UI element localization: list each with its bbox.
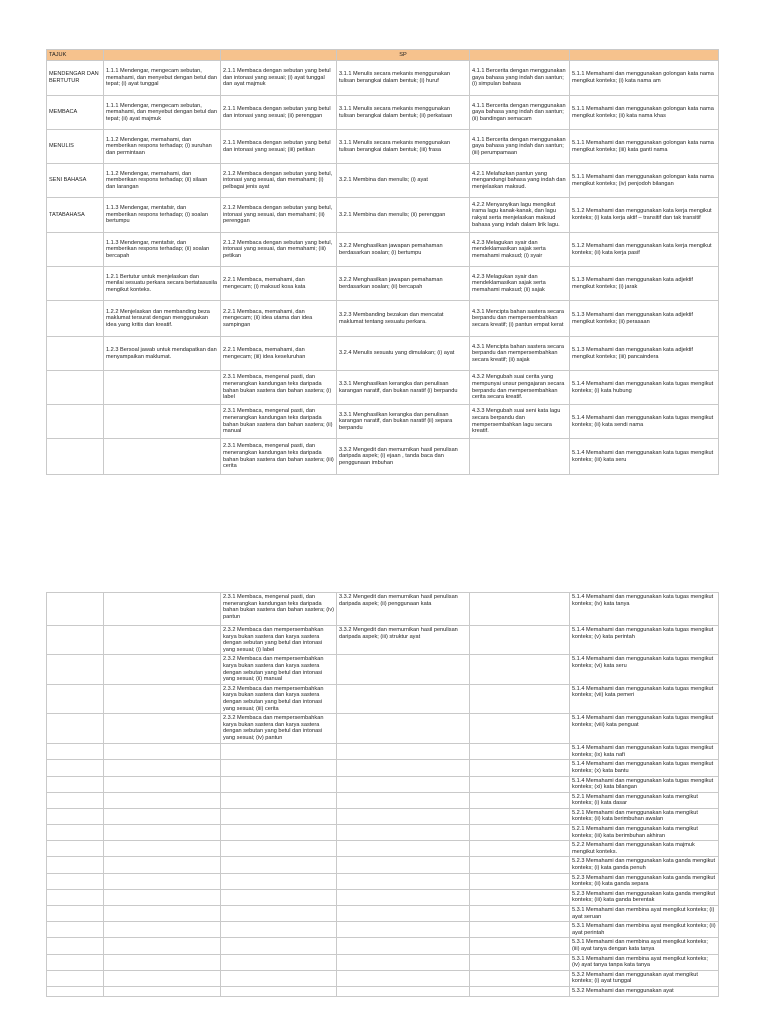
tajuk-cell <box>47 655 104 684</box>
sp5-cell: 5.1.4 Memahami dan menggunakan kata tugas mengikut konteks; (iv) kata tanya <box>570 593 719 626</box>
sp3-cell <box>337 655 470 684</box>
sp1-cell: 1.1.1 Mendengar, mengecam sebutan, memahami, dan menyebut dengan betul dan tepat; (ii) ayat majmuk <box>104 96 221 130</box>
sp5-cell: 5.1.4 Memahami dan menggunakan kata tugas mengikut konteks; (vii) kata pemeri <box>570 684 719 713</box>
sp2-cell <box>221 889 337 905</box>
tajuk-cell <box>47 439 104 475</box>
table-row <box>47 792 719 808</box>
tajuk-cell <box>47 938 104 954</box>
tajuk-cell <box>47 954 104 970</box>
table-row <box>47 954 719 970</box>
sp5-cell: 5.2.3 Memahami dan menggunakan kata ganda mengikut konteks; (i) kata ganda penuh <box>570 857 719 873</box>
sp1-cell <box>104 841 221 857</box>
sp5-cell: 5.3.1 Memahami dan membina ayat mengikut konteks; (iv) ayat tanya tanpa kata tanya <box>570 954 719 970</box>
sp2-cell: 2.3.2 Membaca dan mempersembahkan karya bukan sastera dan karya sastera dengan sebutan yang betul dan intonasi yang sesuai; (iii) cerita <box>221 684 337 713</box>
sp4-cell <box>470 439 570 475</box>
sp2-cell: 2.3.2 Membaca dan mempersembahkan karya bukan sastera dan karya sastera dengan sebutan yang betul dan intonasi yang sesuai; (ii) manual <box>221 655 337 684</box>
sp4-cell: 4.1.1 Bercerita dengan menggunakan gaya bahasa yang indah dan santun; (ii) bandingan semacam <box>470 96 570 130</box>
sp2-cell: 2.3.2 Membaca dan mempersembahkan karya bukan sastera dan karya sastera dengan sebutan yang betul dan intonasi yang sesuai; (iv) pantun <box>221 714 337 744</box>
sp3-cell: 3.3.1 Menghasilkan kerangka dan penulisan karangan naratif, dan bukan naratif (ii) separa berpandu <box>337 405 470 439</box>
header-row <box>47 50 719 61</box>
sp3-cell <box>337 906 470 922</box>
sp1-cell <box>104 405 221 439</box>
tajuk-cell <box>47 233 104 267</box>
sp2-cell <box>221 776 337 792</box>
sp5-cell: 5.1.2 Memahami dan menggunakan kata kerja mengikut konteks; (ii) kata kerja pasif <box>570 233 719 267</box>
sp3-cell: 3.1.1 Menulis secara mekanis menggunakan tulisan berangkai dalam bentuk; (ii) perkataan <box>337 96 470 130</box>
sp5-cell: 5.1.4 Memahami dan menggunakan kata tugas mengikut konteks; (iii) kata seru <box>570 439 719 475</box>
sp5-cell: 5.1.3 Memahami dan menggunakan kata adjektif mengikut konteks; (iii) pancaindera <box>570 337 719 371</box>
tajuk-cell: MEMBACA <box>47 96 104 130</box>
tajuk-cell <box>47 841 104 857</box>
sp3-cell <box>337 922 470 938</box>
tajuk-cell <box>47 825 104 841</box>
sp2-cell: 2.1.1 Membaca dengan sebutan yang betul dan intonasi yang sesuai; (iii) petikan <box>221 130 337 164</box>
sp5-cell: 5.1.1 Memahami dan menggunakan golongan kata nama mengikut konteks; (i) kata nama am <box>570 61 719 96</box>
sp5-cell: 5.2.3 Memahami dan menggunakan kata ganda mengikut konteks; (ii) kata ganda separa <box>570 873 719 889</box>
sp1-cell <box>104 922 221 938</box>
table-row <box>47 744 719 760</box>
sp5-cell: 5.1.4 Memahami dan menggunakan kata tugas mengikut konteks; (x) kata bantu <box>570 760 719 776</box>
sp2-cell: 2.3.2 Membaca dan mempersembahkan karya bukan sastera dan karya sastera dengan sebutan yang betul dan intonasi yang sesuai; (i) label <box>221 626 337 655</box>
table-row <box>47 405 719 439</box>
sp5-cell: 5.1.4 Memahami dan menggunakan kata tugas mengikut konteks; (xi) kata bilangan <box>570 776 719 792</box>
tajuk-cell <box>47 776 104 792</box>
header-empty <box>570 50 719 61</box>
table-row <box>47 873 719 889</box>
header-empty <box>104 50 221 61</box>
tajuk-cell <box>47 744 104 760</box>
table-row <box>47 825 719 841</box>
sp4-cell <box>470 760 570 776</box>
tajuk-cell <box>47 760 104 776</box>
sp3-cell <box>337 808 470 824</box>
sp3-cell <box>337 776 470 792</box>
sp1-cell <box>104 626 221 655</box>
sp1-cell <box>104 906 221 922</box>
table-row <box>47 233 719 267</box>
sp5-cell: 5.3.1 Memahami dan membina ayat mengikut konteks; (iii) ayat tanya dengan kata tanya <box>570 938 719 954</box>
sp5-cell: 5.2.1 Memahami dan menggunakan kata mengikut konteks; (iii) kata berimbuhan akhiran <box>570 825 719 841</box>
table-row <box>47 267 719 301</box>
sp3-cell <box>337 889 470 905</box>
table-body-2 <box>47 593 719 997</box>
sp1-cell <box>104 857 221 873</box>
tajuk-cell <box>47 970 104 986</box>
tajuk-cell <box>47 873 104 889</box>
sp4-cell <box>470 684 570 713</box>
sp1-cell: 1.1.3 Mendengar, mentafsir, dan memberikan respons terhadap; (ii) soalan bercapah <box>104 233 221 267</box>
sp1-cell <box>104 776 221 792</box>
table-row <box>47 760 719 776</box>
tajuk-cell <box>47 371 104 405</box>
tajuk-cell <box>47 857 104 873</box>
sp5-cell: 5.1.4 Memahami dan menggunakan kata tugas mengikut konteks; (v) kata perintah <box>570 626 719 655</box>
sp1-cell <box>104 825 221 841</box>
sp5-cell: 5.3.2 Memahami dan menggunakan ayat <box>570 986 719 996</box>
sp4-cell <box>470 954 570 970</box>
sp5-cell: 5.3.1 Memahami dan membina ayat mengikut konteks; (i) ayat seruan <box>570 906 719 922</box>
sp1-cell: 1.1.3 Mendengar, mentafsir, dan memberikan respons terhadap; (i) soalan bertumpu <box>104 198 221 233</box>
sp3-cell: 3.2.3 Membanding bezakan dan mencatat maklumat tentang sesuatu perkara. <box>337 301 470 337</box>
tajuk-cell <box>47 922 104 938</box>
sp3-cell: 3.3.2 Mengedit dan memurnikan hasil penulisan daripada aspek; (i) ejaan , tanda baca dan penggunaan imbuhan <box>337 439 470 475</box>
sp4-cell <box>470 841 570 857</box>
tajuk-cell <box>47 593 104 626</box>
sp4-cell <box>470 792 570 808</box>
sp3-cell <box>337 970 470 986</box>
table-row <box>47 371 719 405</box>
table-row <box>47 841 719 857</box>
sp3-cell: 3.1.1 Menulis secara mekanis menggunakan tulisan berangkai dalam bentuk; (i) huruf <box>337 61 470 96</box>
sp2-cell <box>221 841 337 857</box>
sp4-cell: 4.3.1 Mencipta bahan sastera secara berpandu dan mempersembahkan secara kreatif; (ii) sajak <box>470 337 570 371</box>
sp3-cell <box>337 986 470 996</box>
sp5-cell: 5.1.4 Memahami dan menggunakan kata tugas mengikut konteks; (viii) kata penguat <box>570 714 719 744</box>
table-row <box>47 198 719 233</box>
sp2-cell <box>221 906 337 922</box>
header-tajuk: TAJUK <box>47 50 104 61</box>
sp4-cell <box>470 922 570 938</box>
sp4-cell: 4.3.3 Mengubah suai seni kata lagu secara berpandu dan mempersembahkan lagu secara kreatif. <box>470 405 570 439</box>
sp1-cell <box>104 954 221 970</box>
sp2-cell <box>221 922 337 938</box>
tajuk-cell <box>47 684 104 713</box>
tajuk-cell <box>47 405 104 439</box>
sp5-cell: 5.2.1 Memahami dan menggunakan kata mengikut konteks; (i) kata dasar <box>570 792 719 808</box>
sp5-cell: 5.2.3 Memahami dan menggunakan kata ganda mengikut konteks; (iii) kata ganda berentak <box>570 889 719 905</box>
sp4-cell: 4.2.2 Menyanyikan lagu mengikut irama lagu kanak-kanak, dan lagu rakyat serta menjelaskan maksud bahasa yang indah dalam lirik lagu. <box>470 198 570 233</box>
sp3-cell: 3.2.2 Menghasilkan jawapan pemahaman berdasarkan soalan; (ii) bercapah <box>337 267 470 301</box>
table-row <box>47 970 719 986</box>
tajuk-cell <box>47 267 104 301</box>
sp5-cell: 5.3.2 Memahami dan menggunakan ayat mengikut konteks; (i) ayat tunggal <box>570 970 719 986</box>
sp1-cell <box>104 970 221 986</box>
sp3-cell: 3.3.2 Mengedit dan memurnikan hasil penulisan daripada aspek; (ii) penggunaan kata <box>337 593 470 626</box>
sp2-cell <box>221 970 337 986</box>
sp1-cell <box>104 371 221 405</box>
sp2-cell <box>221 792 337 808</box>
sp2-cell: 2.3.1 Membaca, mengenal pasti, dan menerangkan kandungan teks daripada bahan bukan sastera dan bahan sastera; (iv) pantun <box>221 593 337 626</box>
sp1-cell: 1.1.2 Mendengar, memahami, dan memberikan respons terhadap; (ii) silaan dan larangan <box>104 164 221 198</box>
sp5-cell: 5.1.4 Memahami dan menggunakan kata tugas mengikut konteks; (ii) kata sendi nama <box>570 405 719 439</box>
sp2-cell: 2.2.1 Membaca, memahami, dan mengecam; (ii) idea utama dan idea sampingan <box>221 301 337 337</box>
sp2-cell <box>221 808 337 824</box>
sp5-cell: 5.3.1 Memahami dan membina ayat mengikut konteks; (ii) ayat perintah <box>570 922 719 938</box>
sp3-cell <box>337 938 470 954</box>
table-row <box>47 626 719 655</box>
sp4-cell: 4.2.3 Melagukan syair dan mendeklamasikan sajak serta memahami maksud; (i) syair <box>470 233 570 267</box>
sp4-cell <box>470 714 570 744</box>
sp2-cell <box>221 760 337 776</box>
sp1-cell <box>104 593 221 626</box>
sp2-cell <box>221 857 337 873</box>
syllabus-table-1 <box>46 49 719 475</box>
tajuk-cell <box>47 986 104 996</box>
sp4-cell <box>470 906 570 922</box>
sp2-cell: 2.1.1 Membaca dengan sebutan yang betul dan intonasi yang sesuai; (i) ayat tunggal dan ayat majmuk <box>221 61 337 96</box>
sp1-cell <box>104 760 221 776</box>
sp4-cell: 4.3.1 Mencipta bahan sastera secara berpandu dan mempersembahkan secara kreatif; (i) pantun empat kerat <box>470 301 570 337</box>
sp4-cell <box>470 744 570 760</box>
page-2-table <box>46 592 718 997</box>
tajuk-cell <box>47 337 104 371</box>
sp2-cell <box>221 954 337 970</box>
sp5-cell: 5.1.1 Memahami dan menggunakan golongan kata nama mengikut konteks; (ii) kata nama khas <box>570 96 719 130</box>
sp5-cell: 5.1.3 Memahami dan menggunakan kata adjektif mengikut konteks; (ii) perasaan <box>570 301 719 337</box>
syllabus-table-2 <box>46 592 719 997</box>
sp4-cell <box>470 655 570 684</box>
sp2-cell <box>221 986 337 996</box>
sp5-cell: 5.1.3 Memahami dan menggunakan kata adjektif mengikut konteks; (i) jarak <box>570 267 719 301</box>
sp2-cell: 2.2.1 Membaca, memahami, dan mengecam; (i) maksud kosa kata <box>221 267 337 301</box>
table-row <box>47 439 719 475</box>
sp1-cell <box>104 986 221 996</box>
sp2-cell <box>221 744 337 760</box>
sp1-cell <box>104 684 221 713</box>
sp2-cell <box>221 938 337 954</box>
sp1-cell <box>104 655 221 684</box>
tajuk-cell: TATABAHASA <box>47 198 104 233</box>
sp2-cell: 2.3.1 Membaca, mengenal pasti, dan menerangkan kandungan teks daripada bahan bukan sastera dan bahan sastera; (iii) cerita <box>221 439 337 475</box>
table-row <box>47 164 719 198</box>
sp4-cell <box>470 776 570 792</box>
sp2-cell: 2.1.1 Membaca dengan sebutan yang betul dan intonasi yang sesuai; (ii) perenggan <box>221 96 337 130</box>
sp2-cell: 2.3.1 Membaca, mengenal pasti, dan menerangkan kandungan teks daripada bahan bukan sastera dan bahan sastera; (i) label <box>221 371 337 405</box>
sp2-cell <box>221 825 337 841</box>
sp3-cell <box>337 744 470 760</box>
sp3-cell <box>337 954 470 970</box>
sp2-cell: 2.1.2 Membaca dengan sebutan yang betul, intonasi yang sesuai, dan memahami; (iii) petikan <box>221 233 337 267</box>
sp5-cell: 5.2.1 Memahami dan menggunakan kata mengikut konteks; (ii) kata berimbuhan awalan <box>570 808 719 824</box>
table-row <box>47 593 719 626</box>
table-body-1 <box>47 61 719 475</box>
sp1-cell <box>104 714 221 744</box>
sp4-cell <box>470 857 570 873</box>
sp3-cell <box>337 714 470 744</box>
sp4-cell <box>470 873 570 889</box>
tajuk-cell <box>47 792 104 808</box>
sp1-cell: 1.1.1 Mendengar, mengecam sebutan, memahami, dan menyebut dengan betul dan tepat; (i) ayat tunggal <box>104 61 221 96</box>
sp4-cell: 4.1.1 Bercerita dengan menggunakan gaya bahasa yang indah dan santun; (i) simpulan bahasa <box>470 61 570 96</box>
sp1-cell <box>104 938 221 954</box>
table-row <box>47 714 719 744</box>
tajuk-cell <box>47 626 104 655</box>
tajuk-cell <box>47 906 104 922</box>
sp4-cell <box>470 825 570 841</box>
table-row <box>47 922 719 938</box>
tajuk-cell: MENDENGAR DAN BERTUTUR <box>47 61 104 96</box>
sp5-cell: 5.1.2 Memahami dan menggunakan kata kerja mengikut konteks; (i) kata kerja aktif – transitif dan tak transitif <box>570 198 719 233</box>
tajuk-cell <box>47 714 104 744</box>
table-row <box>47 96 719 130</box>
sp2-cell: 2.2.1 Membaca, memahami, dan mengecam; (iii) idea keseluruhan <box>221 337 337 371</box>
header-sp: SP <box>337 50 470 61</box>
header-empty <box>470 50 570 61</box>
sp3-cell: 3.2.2 Menghasilkan jawapan pemahaman berdasarkan soalan; (i) bertumpu <box>337 233 470 267</box>
sp5-cell: 5.2.2 Memahami dan menggunakan kata majmuk mengikut konteks. <box>570 841 719 857</box>
sp1-cell <box>104 808 221 824</box>
sp3-cell <box>337 825 470 841</box>
table-row <box>47 906 719 922</box>
sp2-cell <box>221 873 337 889</box>
tajuk-cell <box>47 301 104 337</box>
sp4-cell <box>470 970 570 986</box>
sp1-cell <box>104 889 221 905</box>
sp1-cell: 1.2.1 Bertutur untuk menjelaskan dan menilai sesuatu perkara secara bertatasusila mengikut konteks. <box>104 267 221 301</box>
sp4-cell <box>470 889 570 905</box>
tajuk-cell: SENI BAHASA <box>47 164 104 198</box>
sp3-cell <box>337 792 470 808</box>
sp3-cell: 3.3.2 Mengedit dan memurnikan hasil penulisan daripada aspek; (iii) struktur ayat <box>337 626 470 655</box>
sp1-cell: 1.2.2 Menjelaskan dan membanding beza maklumat tersurat dengan menggunakan idea yang kritis dan kreatif. <box>104 301 221 337</box>
table-row <box>47 986 719 996</box>
sp1-cell: 1.2.3 Bersoal jawab untuk mendapatkan dan menyampaikan maklumat. <box>104 337 221 371</box>
sp5-cell: 5.1.4 Memahami dan menggunakan kata tugas mengikut konteks; (ix) kata nafi <box>570 744 719 760</box>
sp3-cell <box>337 857 470 873</box>
sp4-cell: 4.3.2 Mengubah suai cerita yang mempunyai unsur pengajaran secara berpandu dan mempersembahkan cerita secara kreatif. <box>470 371 570 405</box>
sp3-cell <box>337 873 470 889</box>
sp1-cell <box>104 792 221 808</box>
sp2-cell: 2.3.1 Membaca, mengenal pasti, dan menerangkan kandungan teks daripada bahan bukan sastera dan bahan sastera; (ii) manual <box>221 405 337 439</box>
table-row <box>47 808 719 824</box>
sp5-cell: 5.1.1 Memahami dan menggunakan golongan kata nama mengikut konteks; (iv) penjodoh bilangan <box>570 164 719 198</box>
sp4-cell <box>470 938 570 954</box>
sp3-cell <box>337 684 470 713</box>
sp5-cell: 5.1.4 Memahami dan menggunakan kata tugas mengikut konteks; (i) kata hubung <box>570 371 719 405</box>
sp1-cell: 1.1.2 Mendengar, memahami, dan memberikan respons terhadap; (i) suruhan dan permintaan <box>104 130 221 164</box>
sp3-cell: 3.3.1 Menghasilkan kerangka dan penulisan karangan naratif, dan bukan naratif (i) berpandu <box>337 371 470 405</box>
sp5-cell: 5.1.4 Memahami dan menggunakan kata tugas mengikut konteks; (vi) kata seru <box>570 655 719 684</box>
table-row <box>47 61 719 96</box>
sp4-cell <box>470 626 570 655</box>
sp4-cell <box>470 986 570 996</box>
sp3-cell: 3.2.1 Membina dan menulis; (i) ayat <box>337 164 470 198</box>
tajuk-cell: MENULIS <box>47 130 104 164</box>
tajuk-cell <box>47 889 104 905</box>
table-row <box>47 337 719 371</box>
sp3-cell: 3.2.4 Menulis sesuatu yang dimulakan; (i) ayat <box>337 337 470 371</box>
sp4-cell: 4.1.1 Bercerita dengan menggunakan gaya bahasa yang indah dan santun; (iii) perumpamaan <box>470 130 570 164</box>
sp1-cell <box>104 744 221 760</box>
sp3-cell: 3.1.1 Menulis secara mekanis menggunakan tulisan berangkai dalam bentuk; (iii) frasa <box>337 130 470 164</box>
table-row <box>47 857 719 873</box>
sp4-cell: 4.2.1 Melafazkan pantun yang mengandungi bahasa yang indah dan menjelaskan maksud. <box>470 164 570 198</box>
sp1-cell <box>104 873 221 889</box>
table-row <box>47 301 719 337</box>
sp4-cell <box>470 593 570 626</box>
table-row <box>47 938 719 954</box>
table-row <box>47 655 719 684</box>
sp3-cell: 3.2.1 Membina dan menulis; (ii) perenggan <box>337 198 470 233</box>
sp3-cell <box>337 841 470 857</box>
tajuk-cell <box>47 808 104 824</box>
sp1-cell <box>104 439 221 475</box>
header-empty <box>221 50 337 61</box>
table-row <box>47 130 719 164</box>
sp2-cell: 2.1.2 Membaca dengan sebutan yang betul, intonasi yang sesuai, dan memahami; (ii) perenggan <box>221 198 337 233</box>
sp4-cell <box>470 808 570 824</box>
table-row <box>47 889 719 905</box>
sp3-cell <box>337 760 470 776</box>
sp5-cell: 5.1.1 Memahami dan menggunakan golongan kata nama mengikut konteks; (iii) kata ganti nama <box>570 130 719 164</box>
table-row <box>47 776 719 792</box>
table-row <box>47 684 719 713</box>
page-1-table <box>46 49 718 475</box>
sp2-cell: 2.1.2 Membaca dengan sebutan yang betul, intonasi yang sesuai, dan memahami; (i) pelbagai jenis ayat <box>221 164 337 198</box>
sp4-cell: 4.2.3 Melagukan syair dan mendeklamasikan sajak serta memahami maksud; (ii) sajak <box>470 267 570 301</box>
